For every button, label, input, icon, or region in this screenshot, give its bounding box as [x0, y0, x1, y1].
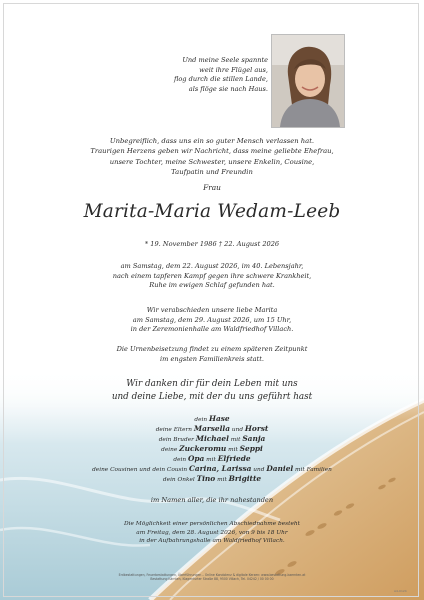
death-notice — [20, 262, 404, 291]
document-code: A4-0124 — [394, 589, 407, 593]
poem-line: Und meine Seele spannte — [182, 56, 268, 64]
mourner-line: deine Cousinen und dein Cousin Carina, Larissa und Daniel mit Familien — [92, 464, 332, 473]
funeral-line: in der Zeremonienhalle am Waldfriedhof Villach. — [130, 325, 294, 334]
urn-line: im engsten Familienkreis statt. — [160, 354, 264, 363]
mourner-line: dein Bruder Michael mit Sanja — [158, 434, 266, 443]
farewell-line: Die Möglichkeit einer persönlichen Abschiednahme besteht — [124, 521, 300, 527]
funeral-line: Wir verabschieden unsere liebe Marita — [146, 306, 278, 314]
death-notice-line: am Samstag, dem 22. August 2026, im 40. Lebensjahr, — [120, 262, 304, 270]
intro-line: Unbegreiflich, dass uns ein so guter Mensch verlassen hat. — [109, 137, 315, 145]
mourner-line: dein Hase — [194, 414, 230, 423]
intro-text — [20, 136, 404, 177]
funeral-home-footer — [20, 573, 404, 582]
urn-line: Die Urnenbeisetzung findet zu einem späteren Zeitpunkt — [116, 345, 308, 353]
deceased-name: Marita-Maria Wedam-Leeb — [83, 201, 341, 222]
death-notice-line: nach einem tapferen Kampf gegen ihre schwere Krankheit, — [112, 271, 312, 280]
mourner-line: dein Opa mit Elfriede — [173, 454, 251, 463]
thanks-verse — [20, 378, 404, 404]
intro-line: unsere Tochter, meine Schwester, unsere Enkelin, Cousine, — [109, 157, 315, 166]
poem-line: flog durch die stillen Lande, — [173, 75, 268, 84]
poem-line: weit ihre Flügel aus, — [199, 65, 268, 74]
thanks-line: Wir danken dir für dein Leben mit uns — [126, 379, 298, 389]
urn-burial-info — [20, 345, 404, 364]
footer-line: Erdbestattungen, Feuerbestattungen, Überführungen – Online Kondolenz & digitale Kerzen: www.bestattung-kaernten.at — [118, 573, 306, 577]
mourner-line: deine Zuckeromu mit Seppi — [161, 444, 263, 453]
funeral-info — [20, 306, 404, 335]
poem — [96, 56, 268, 94]
salutation: Frau — [203, 183, 221, 192]
farewell-line: am Freitag, dem 28. August 2026, von 9 bis 18 Uhr — [136, 529, 288, 536]
closing-line: im Namen aller, die ihr nahestanden — [150, 496, 274, 504]
intro-line: Traurigen Herzens geben wir Nachricht, dass meine geliebte Ehefrau, — [90, 147, 334, 156]
poem-line: als flöge sie nach Haus. — [188, 84, 268, 93]
life-dates: * 19. November 1986 † 22. August 2026 — [144, 240, 280, 248]
funeral-line: am Samstag, dem 29. August 2026, um 15 Uhr, — [132, 315, 292, 324]
portrait-photo — [271, 34, 345, 128]
mourner-line: deine Eltern Marsella und Horst — [155, 424, 269, 433]
thanks-line: und deine Liebe, mit der du uns geführt hast — [111, 392, 313, 403]
farewell-line: in der Aufbahrungshalle am Waldfriedhof Villach. — [139, 538, 285, 545]
mourner-line: dein Onkel Tino mit Brigitte — [162, 474, 262, 483]
farewell-info — [20, 520, 404, 546]
death-notice-line: Ruhe im ewigen Schlaf gefunden hat. — [149, 281, 275, 290]
intro-line: Taufpatin und Freundin — [171, 167, 253, 176]
portrait-image — [272, 35, 344, 127]
footer-line: Bestattung Kärnten, Klagenfurter Straße 88, 9500 Villach, Tel. 04242 / 00 00 00 — [150, 577, 274, 582]
